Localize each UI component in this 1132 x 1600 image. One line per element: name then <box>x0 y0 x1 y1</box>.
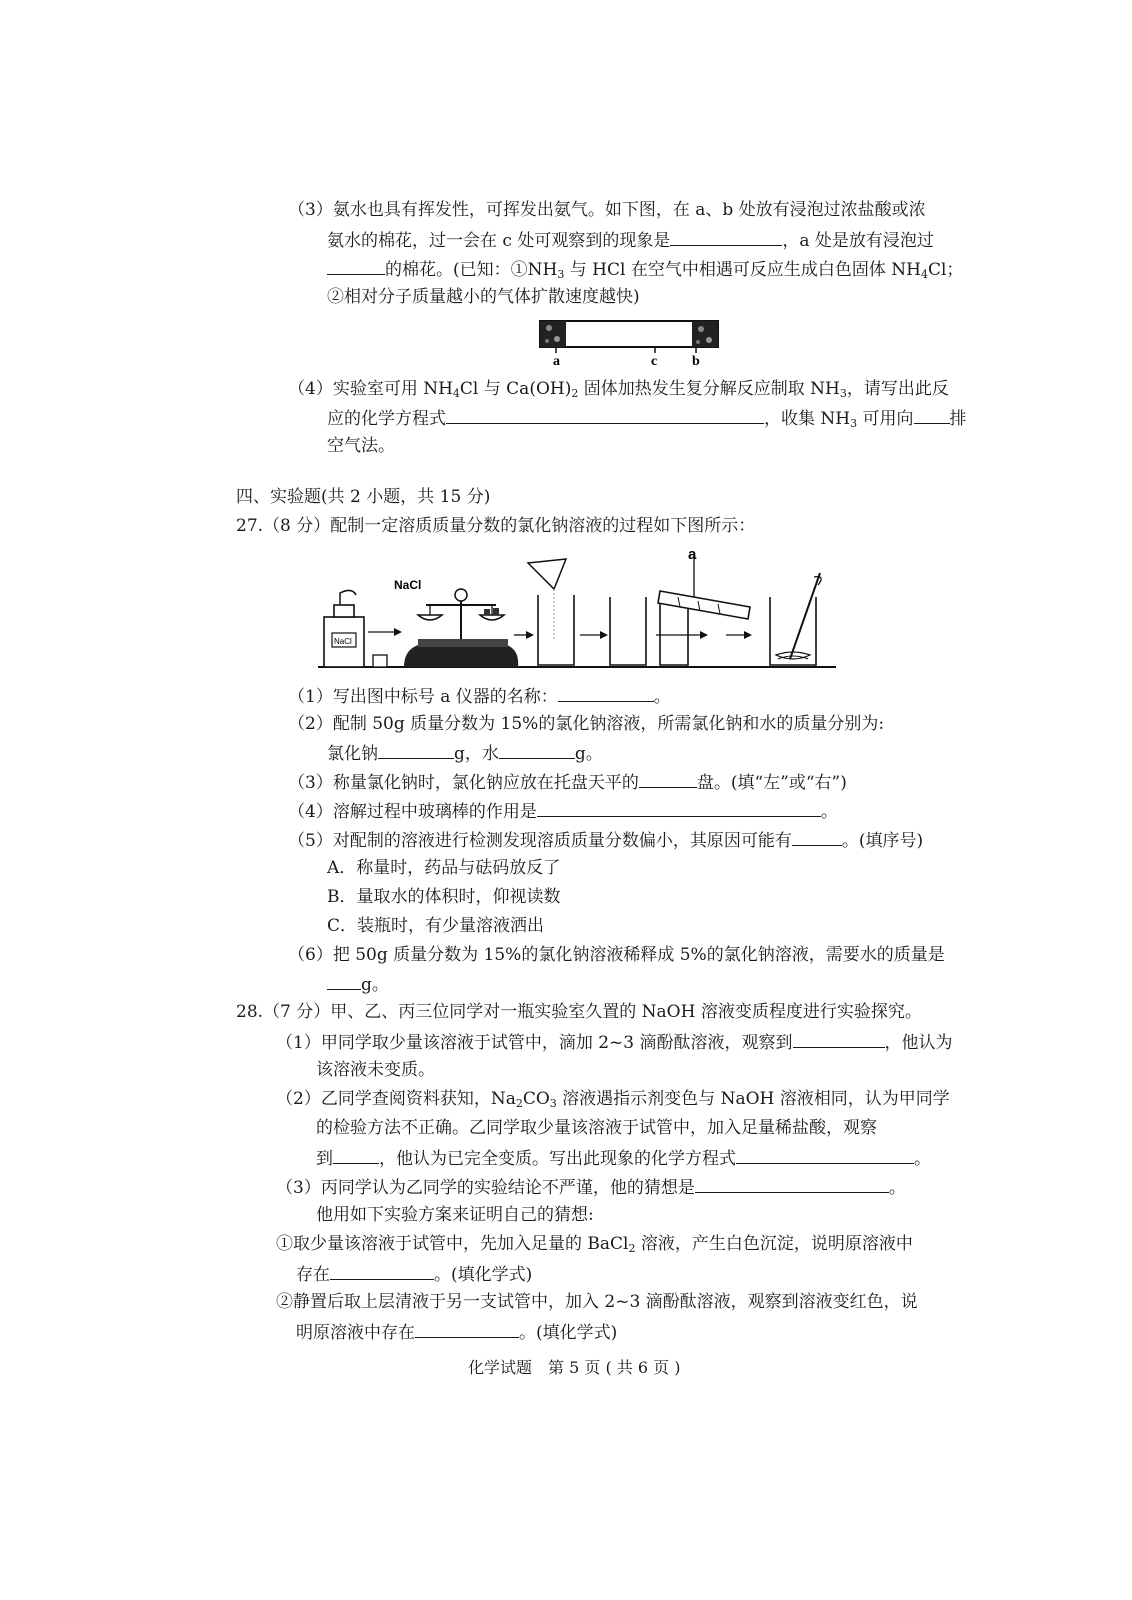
q28-1-text: （1）甲同学取少量该溶液于试管中，滴加 2~3 滴酚酞溶液，观察到 <box>276 1033 793 1053</box>
q27-2b-1: 氯化钠 <box>327 744 378 764</box>
q26-4-line2 <box>327 405 967 431</box>
label-a: a <box>688 546 697 563</box>
q27-2b-2: g，水 <box>454 744 499 764</box>
answer-blank-collect-direction[interactable] <box>914 405 950 424</box>
balance <box>394 578 518 667</box>
glass-tube <box>540 321 718 347</box>
q28-2a: （2）乙同学查阅资料获知，Na <box>276 1089 516 1109</box>
q27-2: （2）配制 50g 质量分数为 15%的氯化钠溶液，所需氯化钠和水的质量分别为: <box>288 714 885 734</box>
glass-tube-figure <box>535 313 725 369</box>
q26-4-l2b: ，收集 NH <box>764 409 851 429</box>
answer-blank-water-needed[interactable] <box>327 971 361 990</box>
subscript: 3 <box>557 268 565 281</box>
option-b: B．量取水的体积时，仰视读数 <box>327 887 561 907</box>
subscript: 3 <box>850 417 858 430</box>
q26-3-line3-b: 与 HCl 在空气中相遇可反应生成白色固体 NH <box>564 260 921 280</box>
q28-s2c: 。(填化学式) <box>519 1323 618 1343</box>
q27-4 <box>288 798 838 824</box>
subscript: 4 <box>920 268 928 281</box>
q28-2g: 。 <box>914 1149 931 1169</box>
answer-blank-a-cotton[interactable] <box>327 256 385 275</box>
option-a: A．称量时，药品与砝码放反了 <box>327 858 561 878</box>
cotton-b <box>692 321 718 347</box>
option-c: C．装瓶时，有少量溶液洒出 <box>327 916 545 936</box>
q27-5-tail: 。(填序号) <box>841 831 924 851</box>
q28-step1-line2 <box>296 1261 532 1287</box>
q26-4-l2a: 应的化学方程式 <box>327 409 446 429</box>
q27-3 <box>288 769 847 795</box>
q28-1 <box>276 1029 953 1055</box>
answer-blank-pan[interactable] <box>639 769 697 788</box>
solution-prep-figure <box>318 545 838 673</box>
q26-4-l1d: ，请写出此反 <box>846 379 949 399</box>
answer-blank-formula-1[interactable] <box>330 1261 434 1280</box>
tube-label-b: b <box>692 354 700 369</box>
q26-3-line2-text: 氨水的棉花，过一会在 c 处可观察到的现象是 <box>327 231 671 251</box>
answer-blank-c-phenomenon[interactable] <box>670 227 782 246</box>
subscript: 3 <box>549 1097 557 1110</box>
answer-blank-observation[interactable] <box>793 1029 885 1048</box>
page-footer: 化学试题 第 5 页 ( 共 6 页 ) <box>468 1358 681 1377</box>
q26-3-line3-a: 的棉花。(已知：①NH <box>385 260 558 280</box>
q28-2e: 到 <box>316 1149 333 1169</box>
beaker-2 <box>610 597 646 665</box>
nacl-label: NaCl <box>394 578 422 592</box>
q26-3-line3-c: Cl； <box>927 260 964 280</box>
answer-blank-reason[interactable] <box>792 827 842 846</box>
bottle-label: NaCl <box>334 637 352 646</box>
q27-6b <box>327 971 389 997</box>
subscript: 4 <box>452 387 460 400</box>
answer-blank-formula-2[interactable] <box>415 1319 519 1338</box>
q28-s1a: ①取少量该溶液于试管中，先加入足量的 BaCl <box>276 1234 629 1254</box>
q28-step2: ②静置后取上层清液于另一支试管中，加入 2~3 滴酚酞溶液，观察到溶液变红色，说 <box>276 1292 918 1312</box>
q27-stem: 27.（8 分）配制一定溶质质量分数的氯化钠溶液的过程如下图所示： <box>236 516 756 536</box>
answer-blank-instrument-name[interactable] <box>558 683 654 702</box>
graduated-cylinder-a <box>658 546 750 665</box>
q28-2f: ，他认为已完全变质。写出此现象的化学方程式 <box>379 1149 736 1169</box>
q27-2b-3: g。 <box>574 744 603 764</box>
q27-5-text: （5）对配制的溶液进行检测发现溶质质量分数偏小，其原因可能有 <box>288 831 792 851</box>
q26-4-l1c: 固体加热发生复分解反应制取 NH <box>578 379 840 399</box>
q26-4-l2d: 排 <box>949 409 967 429</box>
cotton-a <box>540 321 566 347</box>
q28-2b: CO <box>522 1089 550 1109</box>
q28-3 <box>276 1174 906 1200</box>
q27-5 <box>288 827 923 853</box>
q27-3-tail: 盘。(填“左”或“右”) <box>696 773 847 793</box>
subscript: 2 <box>628 1242 636 1255</box>
beaker-1 <box>528 559 574 665</box>
q28-3b: 。 <box>888 1178 906 1198</box>
q27-2b <box>327 740 603 766</box>
q28-step1 <box>276 1232 913 1256</box>
q27-1-text: （1）写出图中标号 a 仪器的名称： <box>288 687 558 707</box>
q28-s2b: 明原溶液中存在 <box>296 1323 415 1343</box>
q27-4-text: （4）溶解过程中玻璃棒的作用是 <box>288 802 537 822</box>
q27-6b-unit: g。 <box>361 975 389 995</box>
q28-2-line2: 的检验方法不正确。乙同学取少量该溶液于试管中，加入足量稀盐酸，观察 <box>316 1118 877 1138</box>
q27-3-text: （3）称量氯化钠时，氯化钠应放在托盘天平的 <box>288 773 639 793</box>
answer-blank-water-mass[interactable] <box>499 740 575 759</box>
answer-blank-equation[interactable] <box>446 405 764 424</box>
tube-label-c: c <box>651 354 658 369</box>
q27-1-end: 。 <box>653 687 671 707</box>
beaker-stirring <box>770 573 821 665</box>
q26-4-l1b: Cl 与 Ca(OH) <box>459 379 572 399</box>
q26-4-line3: 空气法。 <box>327 436 395 456</box>
subscript: 3 <box>839 387 847 400</box>
q28-1b: 该溶液未变质。 <box>316 1060 435 1080</box>
q28-s1d: 。(填化学式) <box>434 1265 533 1285</box>
reagent-bottle <box>324 590 364 667</box>
q27-4-end: 。 <box>820 802 838 822</box>
q26-3-line1: （3）氨水也具有挥发性，可挥发出氨气。如下图，在 a、b 处放有浸泡过浓盐酸或浓 <box>288 200 926 220</box>
q28-1-tail: ，他认为 <box>884 1033 953 1053</box>
q27-6: （6）把 50g 质量分数为 15%的氯化钠溶液稀释成 5%的氯化钠溶液，需要水的质量是 <box>288 945 945 965</box>
q28-3a: （3）丙同学认为乙同学的实验结论不严谨，他的猜想是 <box>276 1178 695 1198</box>
section-heading: 四、实验题(共 2 小题，共 15 分) <box>236 487 491 507</box>
q26-3-line3 <box>327 256 963 282</box>
q28-s1c: 存在 <box>296 1265 330 1285</box>
answer-blank-nacl-mass[interactable] <box>378 740 454 759</box>
q26-4-line1 <box>288 377 949 401</box>
q28-2-line3 <box>316 1145 931 1171</box>
q28-s1b: 溶液，产生白色沉淀，说明原溶液中 <box>635 1234 913 1254</box>
q28-stem: 28.（7 分）甲、乙、丙三位同学对一瓶实验室久置的 NaOH 溶液变质程度进行实验探究。 <box>236 1002 922 1022</box>
q26-3-line2 <box>327 227 934 253</box>
answer-blank-equation-2[interactable] <box>736 1145 914 1164</box>
q26-4-l1a: （4）实验室可用 NH <box>288 379 453 399</box>
q27-1 <box>288 683 671 709</box>
answer-blank-rod-role[interactable] <box>537 798 821 817</box>
answer-blank-phenomenon[interactable] <box>333 1145 379 1164</box>
q26-3-line2-tail: ，a 处是放有浸泡过 <box>782 231 934 251</box>
tube-label-a: a <box>553 354 560 369</box>
subscript: 2 <box>515 1097 523 1110</box>
q28-3-line2: 他用如下实验方案来证明自己的猜想: <box>316 1205 594 1225</box>
q28-2 <box>276 1087 950 1111</box>
q28-step2-line2 <box>296 1319 617 1345</box>
answer-blank-hypothesis[interactable] <box>695 1174 889 1193</box>
q26-3-line4: ②相对分子质量越小的气体扩散速度越快) <box>327 287 640 307</box>
q28-2c: 溶液遇指示剂变色与 NaOH 溶液相同，认为甲同学 <box>556 1089 950 1109</box>
subscript: 2 <box>571 387 579 400</box>
q26-4-l2c: 可用向 <box>857 409 914 429</box>
